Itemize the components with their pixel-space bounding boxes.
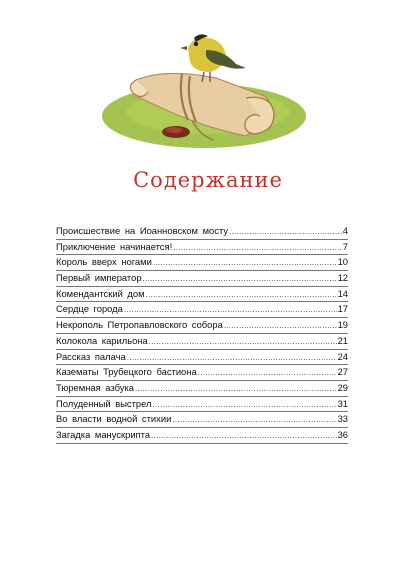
toc-entry-page: 19 <box>337 319 348 331</box>
toc-entry-title: Казематы Трубецкого бастиона <box>56 366 197 378</box>
toc-entry-page: 4 <box>342 225 348 236</box>
toc-entry-title: Некрополь Петропавловского собора <box>56 319 223 331</box>
toc-entry-page: 12 <box>337 272 348 284</box>
bird-on-scroll-illustration <box>96 28 316 158</box>
toc-dot-leader <box>146 288 337 303</box>
toc-entry-page: 31 <box>337 397 348 409</box>
toc-entry[interactable] <box>56 287 348 303</box>
toc-entry-title: Загадка манускрипта <box>56 428 151 440</box>
toc-dot-leader <box>198 366 337 381</box>
toc-entry-page: 36 <box>337 428 348 440</box>
toc-entry-title: Во власти водной стихии <box>56 413 172 425</box>
toc-dot-leader <box>172 413 336 428</box>
toc-entry[interactable] <box>56 428 348 444</box>
toc-entry-title: Сердце города <box>56 303 123 315</box>
toc-entry-page: 21 <box>337 334 348 346</box>
toc-entry-title: Приключение начинается! <box>56 240 173 252</box>
toc-entry[interactable] <box>56 271 348 287</box>
toc-dot-leader <box>149 335 337 350</box>
toc-dot-leader <box>224 319 337 334</box>
toc-dot-leader <box>153 398 337 413</box>
toc-entry[interactable] <box>56 365 348 381</box>
toc-entry-page: 24 <box>337 350 348 362</box>
toc-entry[interactable] <box>56 224 348 240</box>
toc-entry[interactable] <box>56 255 348 271</box>
toc-entry-title: Полуденный выстрел <box>56 397 152 409</box>
toc-entry-page: 10 <box>337 256 348 268</box>
toc-entry-title: Тюремная азбука <box>56 381 134 393</box>
toc-entry-page: 14 <box>337 287 348 299</box>
toc-entry[interactable] <box>56 302 348 318</box>
toc-entry-title: Первый император <box>56 272 142 284</box>
toc-entry[interactable] <box>56 397 348 413</box>
toc-dot-leader <box>173 241 342 256</box>
toc-dot-leader <box>127 351 337 366</box>
toc-entry[interactable] <box>56 334 348 350</box>
wax-seal-highlight <box>166 127 182 133</box>
toc-dot-leader <box>135 382 337 397</box>
toc-dot-leader <box>124 303 337 318</box>
toc-entry[interactable] <box>56 381 348 397</box>
toc-entry-page: 7 <box>342 240 348 252</box>
toc-entry[interactable] <box>56 240 348 256</box>
toc-entry-title: Колокола карильона <box>56 334 148 346</box>
toc-entry[interactable] <box>56 350 348 366</box>
toc-entry[interactable] <box>56 318 348 334</box>
toc-entry[interactable] <box>56 412 348 428</box>
toc-entry-title: Рассказ палача <box>56 350 126 362</box>
toc-entry-page: 17 <box>337 303 348 315</box>
page-title: Содержание <box>133 168 283 192</box>
toc-entry-page: 33 <box>337 413 348 425</box>
toc-entry-title: Происшествие на Иоанновском мосту <box>56 225 229 236</box>
toc-dot-leader <box>151 429 337 444</box>
toc-dot-leader <box>153 256 337 271</box>
table-of-contents <box>56 224 348 444</box>
toc-entry-page: 27 <box>337 366 348 378</box>
toc-entry-title: Король вверх ногами <box>56 256 152 268</box>
toc-entry-page: 29 <box>337 381 348 393</box>
toc-dot-leader <box>229 225 342 240</box>
toc-entry-title: Комендантский дом <box>56 287 145 299</box>
toc-dot-leader <box>143 272 337 287</box>
